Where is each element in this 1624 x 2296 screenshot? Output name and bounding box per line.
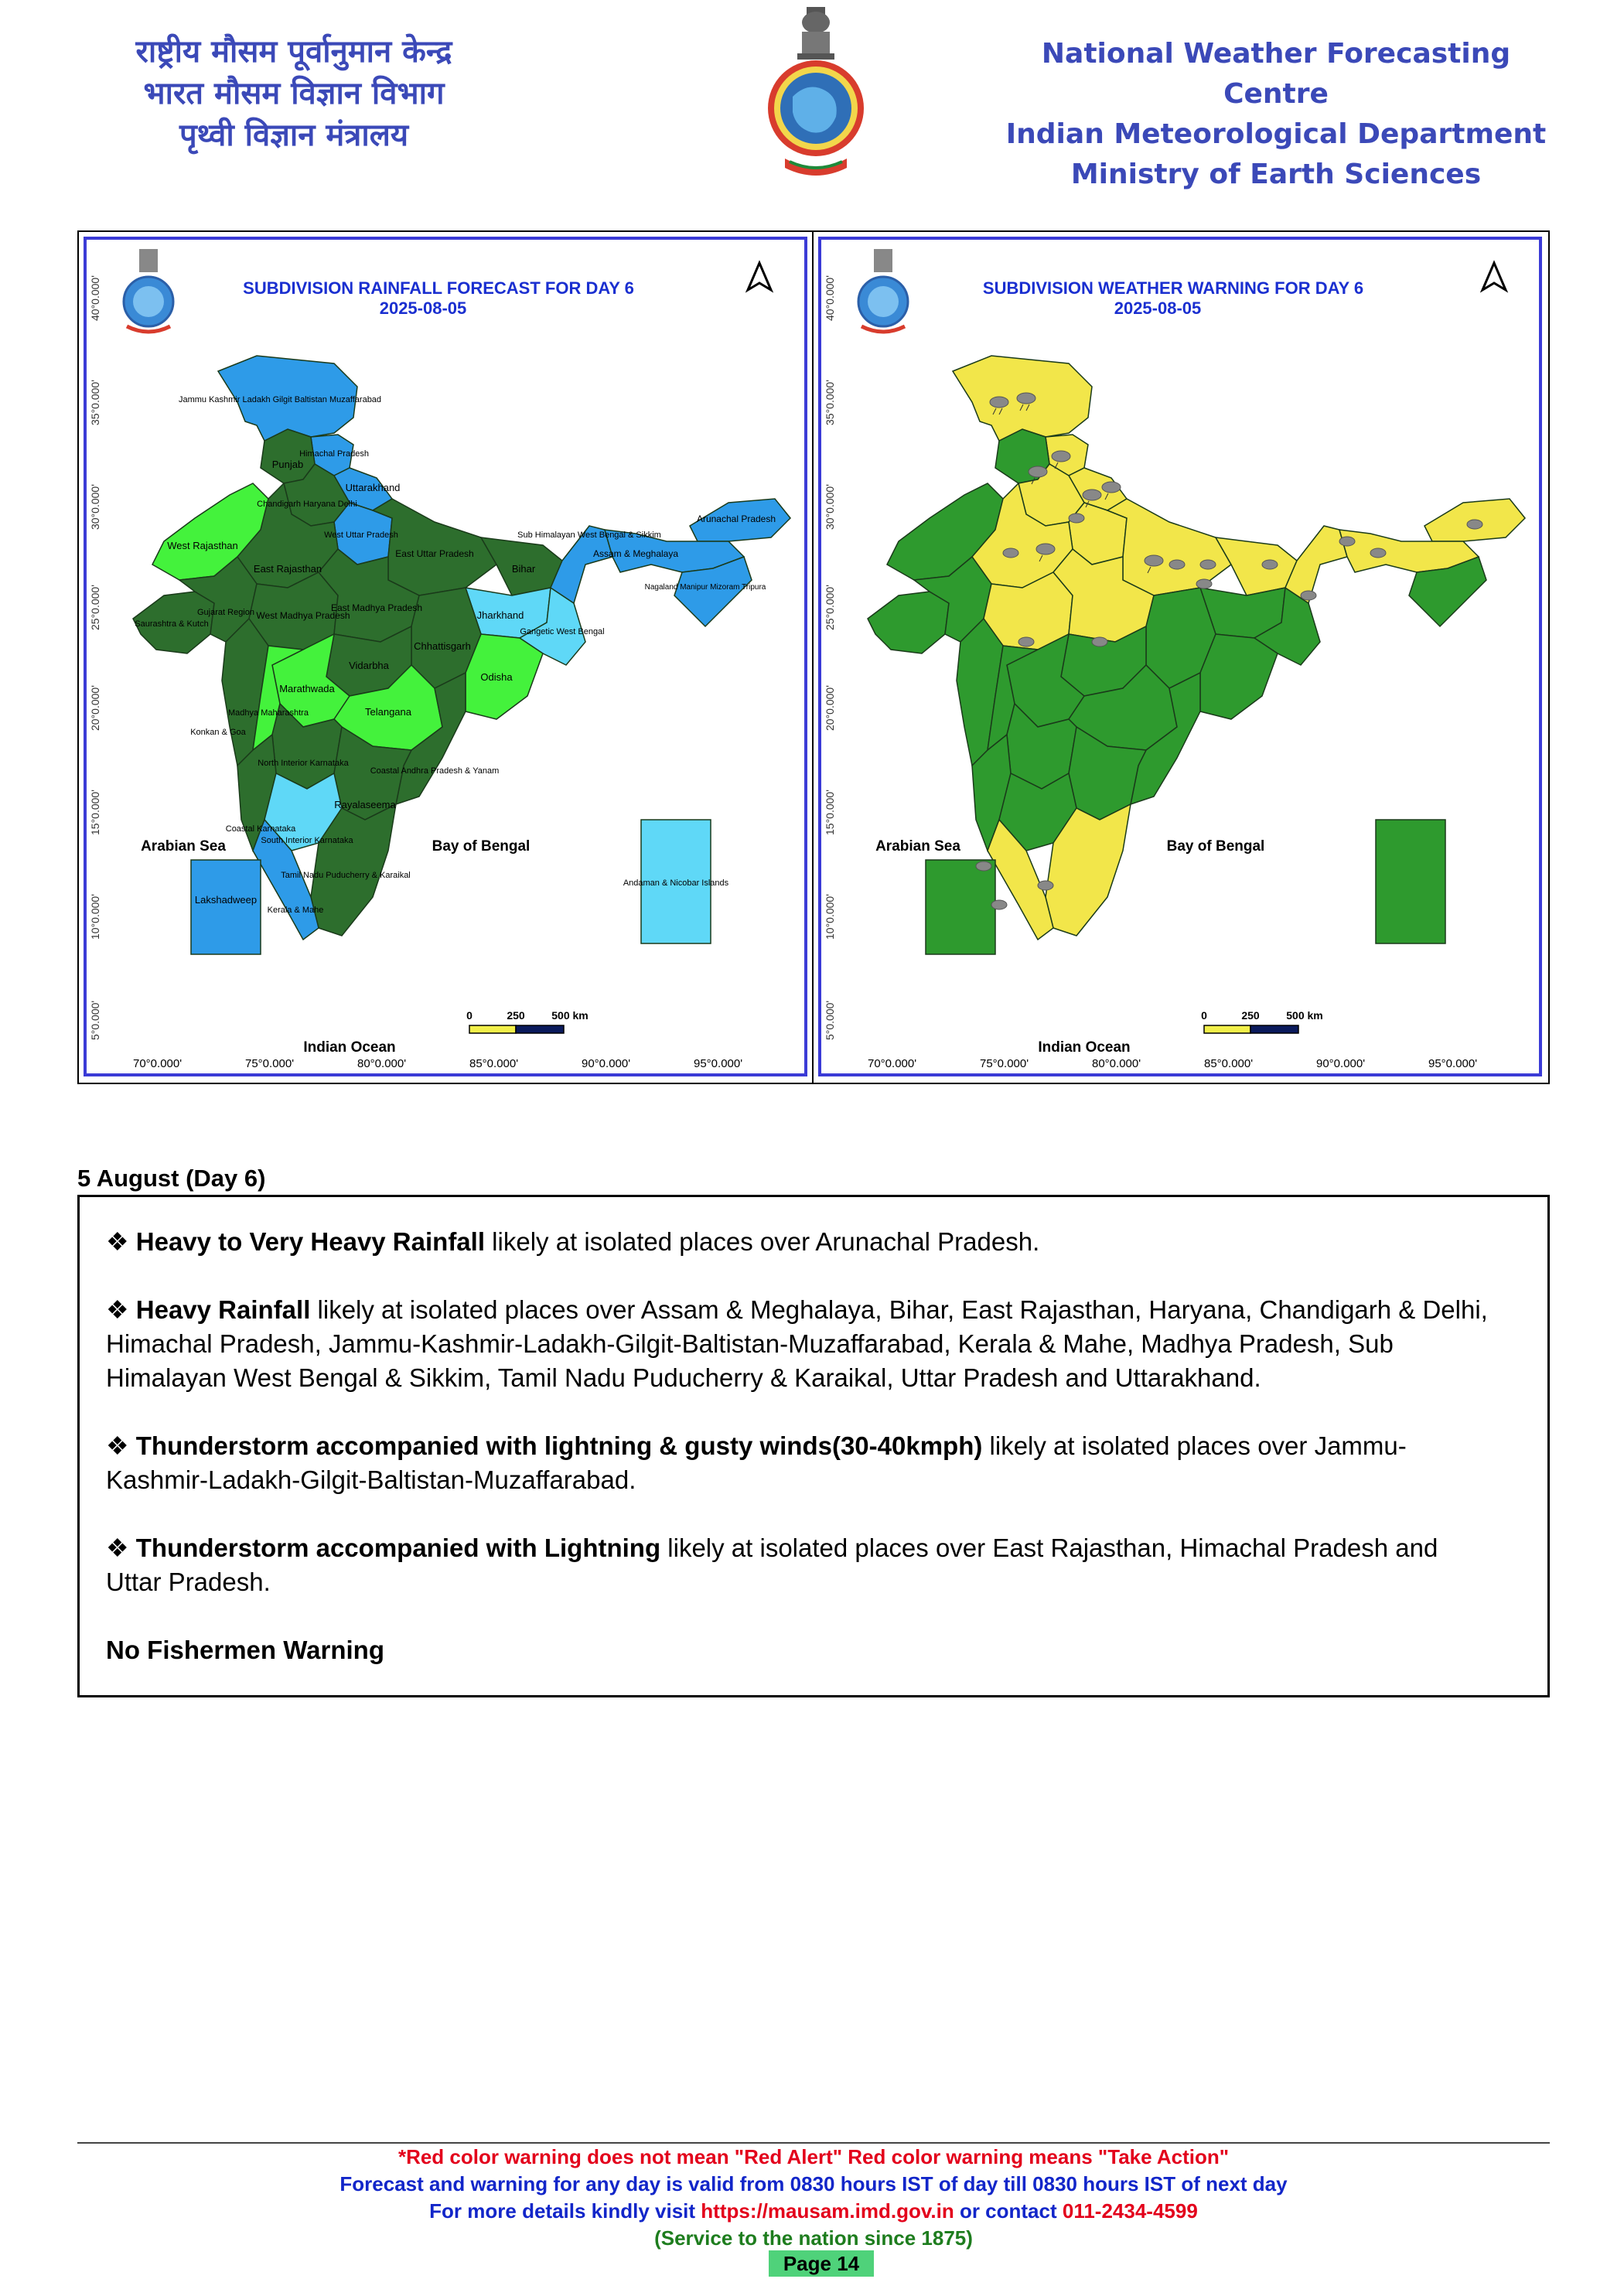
page-number: Page 14 xyxy=(769,2250,874,2277)
map-label-gwb: Gangetic West Bengal xyxy=(520,627,605,636)
scale-label-250: 250 xyxy=(1241,1009,1260,1022)
map-label-cg: Chhattisgarh xyxy=(414,640,471,652)
map-label-capy: Coastal Andhra Pradesh & Yanam xyxy=(370,766,500,776)
lon-tick: 90°0.000' xyxy=(1316,1057,1366,1070)
map-label-telangana: Telangana xyxy=(365,706,411,718)
map-label-wup: West Uttar Pradesh xyxy=(324,531,398,540)
lon-tick: 80°0.000' xyxy=(1092,1057,1141,1070)
lon-tick: 85°0.000' xyxy=(469,1057,519,1070)
footer-red-warning-note: *Red color warning does not mean "Red Alert" Red color warning means "Take Action" xyxy=(397,2145,1230,2168)
region-lakshadweep xyxy=(191,860,261,954)
map-label-sik: South Interior Karnataka xyxy=(261,836,353,845)
map-label-arunachal: Arunachal Pradesh xyxy=(696,513,776,524)
footer-phone: 011-2434-4599 xyxy=(1062,2199,1198,2223)
map-label-konkan: Konkan & Goa xyxy=(190,728,246,737)
lon-tick: 95°0.000' xyxy=(1428,1057,1478,1070)
footer-validity-note: Forecast and warning for any day is valid from 0830 hours IST of day till 0830 hours IST of next day xyxy=(339,2172,1288,2195)
map-label-shwb: Sub Himalayan West Bengal & Sikkim xyxy=(517,531,661,540)
diamond-bullet-icon: ❖ xyxy=(106,1534,136,1562)
footer-contact-prefix: For more details kindly visit xyxy=(429,2199,701,2223)
rain-icon xyxy=(1018,637,1034,646)
rain-icon xyxy=(1370,548,1386,558)
map-label-punjab: Punjab xyxy=(271,459,304,470)
warn-region-andaman-nicobar xyxy=(1376,820,1445,943)
diamond-bullet-icon: ❖ xyxy=(106,1227,136,1256)
hindi-heading-line3: पृथ्वी विज्ञान मंत्रालय xyxy=(179,118,409,153)
scale-label-500: 500 km xyxy=(1286,1009,1323,1022)
lat-tick: 35°0.000' xyxy=(89,380,101,425)
map-label-wraj: West Rajasthan xyxy=(167,540,238,551)
map-label-nmmt: Nagaland Manipur Mizoram Tripura xyxy=(644,583,766,592)
bay-of-bengal-label: Bay of Bengal xyxy=(432,838,531,855)
scale-label-0: 0 xyxy=(466,1009,473,1022)
lat-tick: 25°0.000' xyxy=(824,585,836,630)
rain-icon xyxy=(1262,560,1278,569)
lat-tick: 5°0.000' xyxy=(89,1000,101,1040)
warning-text: likely at isolated places over Arunachal Pradesh. xyxy=(485,1227,1040,1256)
rain-icon xyxy=(1092,637,1107,646)
map-label-bihar: Bihar xyxy=(511,563,536,575)
indian-ocean-label: Indian Ocean xyxy=(1038,1039,1131,1056)
warning-text: likely at isolated places over Jammu-Kashmir-Ladakh-Gilgit-Baltistan-Muzaffarabad. xyxy=(106,1431,1407,1494)
english-heading-line3: Ministry of Earth Sciences xyxy=(1070,159,1482,190)
warning-heading: Thunderstorm accompanied with lightning & gusty winds(30-40kmph) xyxy=(135,1431,983,1460)
rainfall-map-panel xyxy=(79,232,814,1083)
warning-item xyxy=(106,1531,1493,1599)
arabian-sea-label: Arabian Sea xyxy=(875,838,960,855)
lon-tick: 70°0.000' xyxy=(868,1057,917,1070)
rain-icon xyxy=(1069,513,1084,523)
lon-tick: 75°0.000' xyxy=(980,1057,1029,1070)
lat-tick: 30°0.000' xyxy=(89,484,101,530)
diamond-bullet-icon: ❖ xyxy=(106,1431,136,1460)
scale-label-0: 0 xyxy=(1201,1009,1207,1022)
lat-tick: 10°0.000' xyxy=(89,894,101,940)
footer-website-link[interactable]: https://mausam.imd.gov.in xyxy=(701,2199,954,2223)
map-label-emp: East Madhya Pradesh xyxy=(330,602,423,613)
warning-map-title: SUBDIVISION WEATHER WARNING FOR DAY 6 xyxy=(982,278,1364,298)
day-title: 5 August (Day 6) xyxy=(77,1165,266,1192)
map-label-lakshadweep: Lakshadweep xyxy=(194,894,258,906)
lat-tick: 25°0.000' xyxy=(89,585,101,630)
lon-tick: 80°0.000' xyxy=(357,1057,407,1070)
lat-tick: 15°0.000' xyxy=(824,790,836,835)
warning-heading: Thunderstorm accompanied with Lightning xyxy=(135,1534,661,1562)
lat-tick: 40°0.000' xyxy=(824,275,836,321)
hindi-heading xyxy=(77,31,510,156)
warning-text: likely at isolated places over Assam & Meghalaya, Bihar, East Rajasthan, Haryana, Chandigarh & Delhi, Himachal Pradesh, Jammu-Kashmir-Ladakh-Gilgit-Baltistan-Muzaffarabad, Kerala & Mahe, Madhya Pradesh, Sub Himalayan West Bengal & Sikkim, Tamil Nadu Puducherry & Karaikal, Uttar Pradesh and Uttarakhand. xyxy=(106,1295,1488,1392)
warning-item xyxy=(106,1293,1493,1395)
map-label-mm: Madhya Maharashtra xyxy=(228,708,309,718)
footer-service-note: (Service to the nation since 1875) xyxy=(654,2226,973,2250)
lat-tick: 20°0.000' xyxy=(824,685,836,731)
map-label-eup: East Uttar Pradesh xyxy=(395,548,474,559)
rain-icon xyxy=(1200,560,1216,569)
fishermen-warning: No Fishermen Warning xyxy=(106,1636,384,1664)
bay-of-bengal-label: Bay of Bengal xyxy=(1166,838,1265,855)
warnings-box xyxy=(77,1195,1550,1697)
warning-map xyxy=(814,232,1548,1083)
footer-contact-mid: or contact xyxy=(954,2199,1063,2223)
warning-item xyxy=(106,1429,1493,1497)
english-heading-line2: Indian Meteorological Department xyxy=(1005,118,1547,150)
rainfall-map-title: SUBDIVISION RAINFALL FORECAST FOR DAY 6 xyxy=(243,278,634,298)
map-label-uttarakhand: Uttarakhand xyxy=(345,482,401,493)
footer-contact-line xyxy=(77,2198,1550,2225)
lat-tick: 10°0.000' xyxy=(824,894,836,940)
warning-heading: Heavy Rainfall xyxy=(135,1295,311,1324)
hindi-heading-line1: राष्ट्रीय मौसम पूर्वानुमान केन्द्र xyxy=(135,34,452,70)
warning-text: likely at isolated places over East Rajasthan, Himachal Pradesh and Uttar Pradesh. xyxy=(106,1534,1438,1596)
lat-tick: 15°0.000' xyxy=(89,790,101,835)
english-heading xyxy=(990,34,1562,195)
map-label-odisha: Odisha xyxy=(480,671,513,683)
warning-heading: Heavy to Very Heavy Rainfall xyxy=(135,1227,486,1256)
rain-icon xyxy=(1169,560,1185,569)
lat-tick: 30°0.000' xyxy=(824,484,836,530)
map-label-chd: Chandigarh Haryana Delhi xyxy=(257,500,357,509)
arabian-sea-label: Arabian Sea xyxy=(141,838,226,855)
map-label-saurashtra: Saurashtra & Kutch xyxy=(135,619,209,629)
rain-icon xyxy=(1196,579,1212,588)
maps-frame xyxy=(77,230,1550,1084)
rain-icon xyxy=(1003,548,1018,558)
imd-emblem-logo xyxy=(762,4,870,182)
map-label-rayalaseema: Rayalaseema xyxy=(334,799,396,810)
map-label-kerala: Kerala & Mahe xyxy=(267,906,324,915)
rain-icon xyxy=(976,861,991,871)
rain-icon xyxy=(1339,537,1355,546)
lon-tick: 95°0.000' xyxy=(694,1057,743,1070)
map-label-jk: Jammu Kashmir Ladakh Gilgit Baltistan Muzaffarabad xyxy=(178,395,382,404)
map-label-ck: Coastal Karnataka xyxy=(225,824,296,834)
indian-ocean-label: Indian Ocean xyxy=(303,1039,396,1056)
warning-item xyxy=(106,1225,1493,1259)
map-label-assam: Assam & Meghalaya xyxy=(592,548,679,559)
map-label-tn: Tamil Nadu Puducherry & Karaikal xyxy=(281,871,411,880)
warning-map-date: 2025-08-05 xyxy=(1114,299,1202,318)
lat-tick: 20°0.000' xyxy=(89,685,101,731)
lon-tick: 75°0.000' xyxy=(245,1057,295,1070)
hindi-heading-line2: भारत मौसम विज्ञान विभाग xyxy=(143,76,445,111)
lat-tick: 5°0.000' xyxy=(824,1000,836,1040)
map-label-vidarbha: Vidarbha xyxy=(349,660,389,671)
rainfall-map-date: 2025-08-05 xyxy=(379,299,467,318)
rain-icon xyxy=(1038,881,1053,890)
map-label-eraj: East Rajasthan xyxy=(253,563,322,575)
lon-tick: 90°0.000' xyxy=(582,1057,631,1070)
map-label-andaman: Andaman & Nicobar Islands xyxy=(623,878,729,888)
rain-icon xyxy=(1467,520,1482,529)
warn-region-lakshadweep xyxy=(926,860,995,954)
english-heading-line1: National Weather Forecasting Centre xyxy=(1041,38,1511,110)
scale-label-250: 250 xyxy=(507,1009,525,1022)
map-label-wmp: West Madhya Pradesh xyxy=(256,610,350,621)
lat-tick: 35°0.000' xyxy=(824,380,836,425)
rain-icon xyxy=(1301,591,1316,600)
rainfall-map xyxy=(79,232,814,1083)
lat-tick: 40°0.000' xyxy=(89,275,101,321)
map-label-hp: Himachal Pradesh xyxy=(299,449,369,459)
map-label-gujarat: Gujarat Region xyxy=(197,608,254,617)
map-label-jh: Jharkhand xyxy=(476,609,524,621)
map-label-marathwada: Marathwada xyxy=(279,683,335,694)
scale-label-500: 500 km xyxy=(551,1009,589,1022)
diamond-bullet-icon: ❖ xyxy=(106,1295,136,1324)
lon-tick: 70°0.000' xyxy=(133,1057,183,1070)
map-label-nik: North Interior Karnataka xyxy=(258,759,349,768)
lon-tick: 85°0.000' xyxy=(1204,1057,1254,1070)
rain-icon xyxy=(991,900,1007,909)
warning-map-panel xyxy=(814,232,1548,1083)
